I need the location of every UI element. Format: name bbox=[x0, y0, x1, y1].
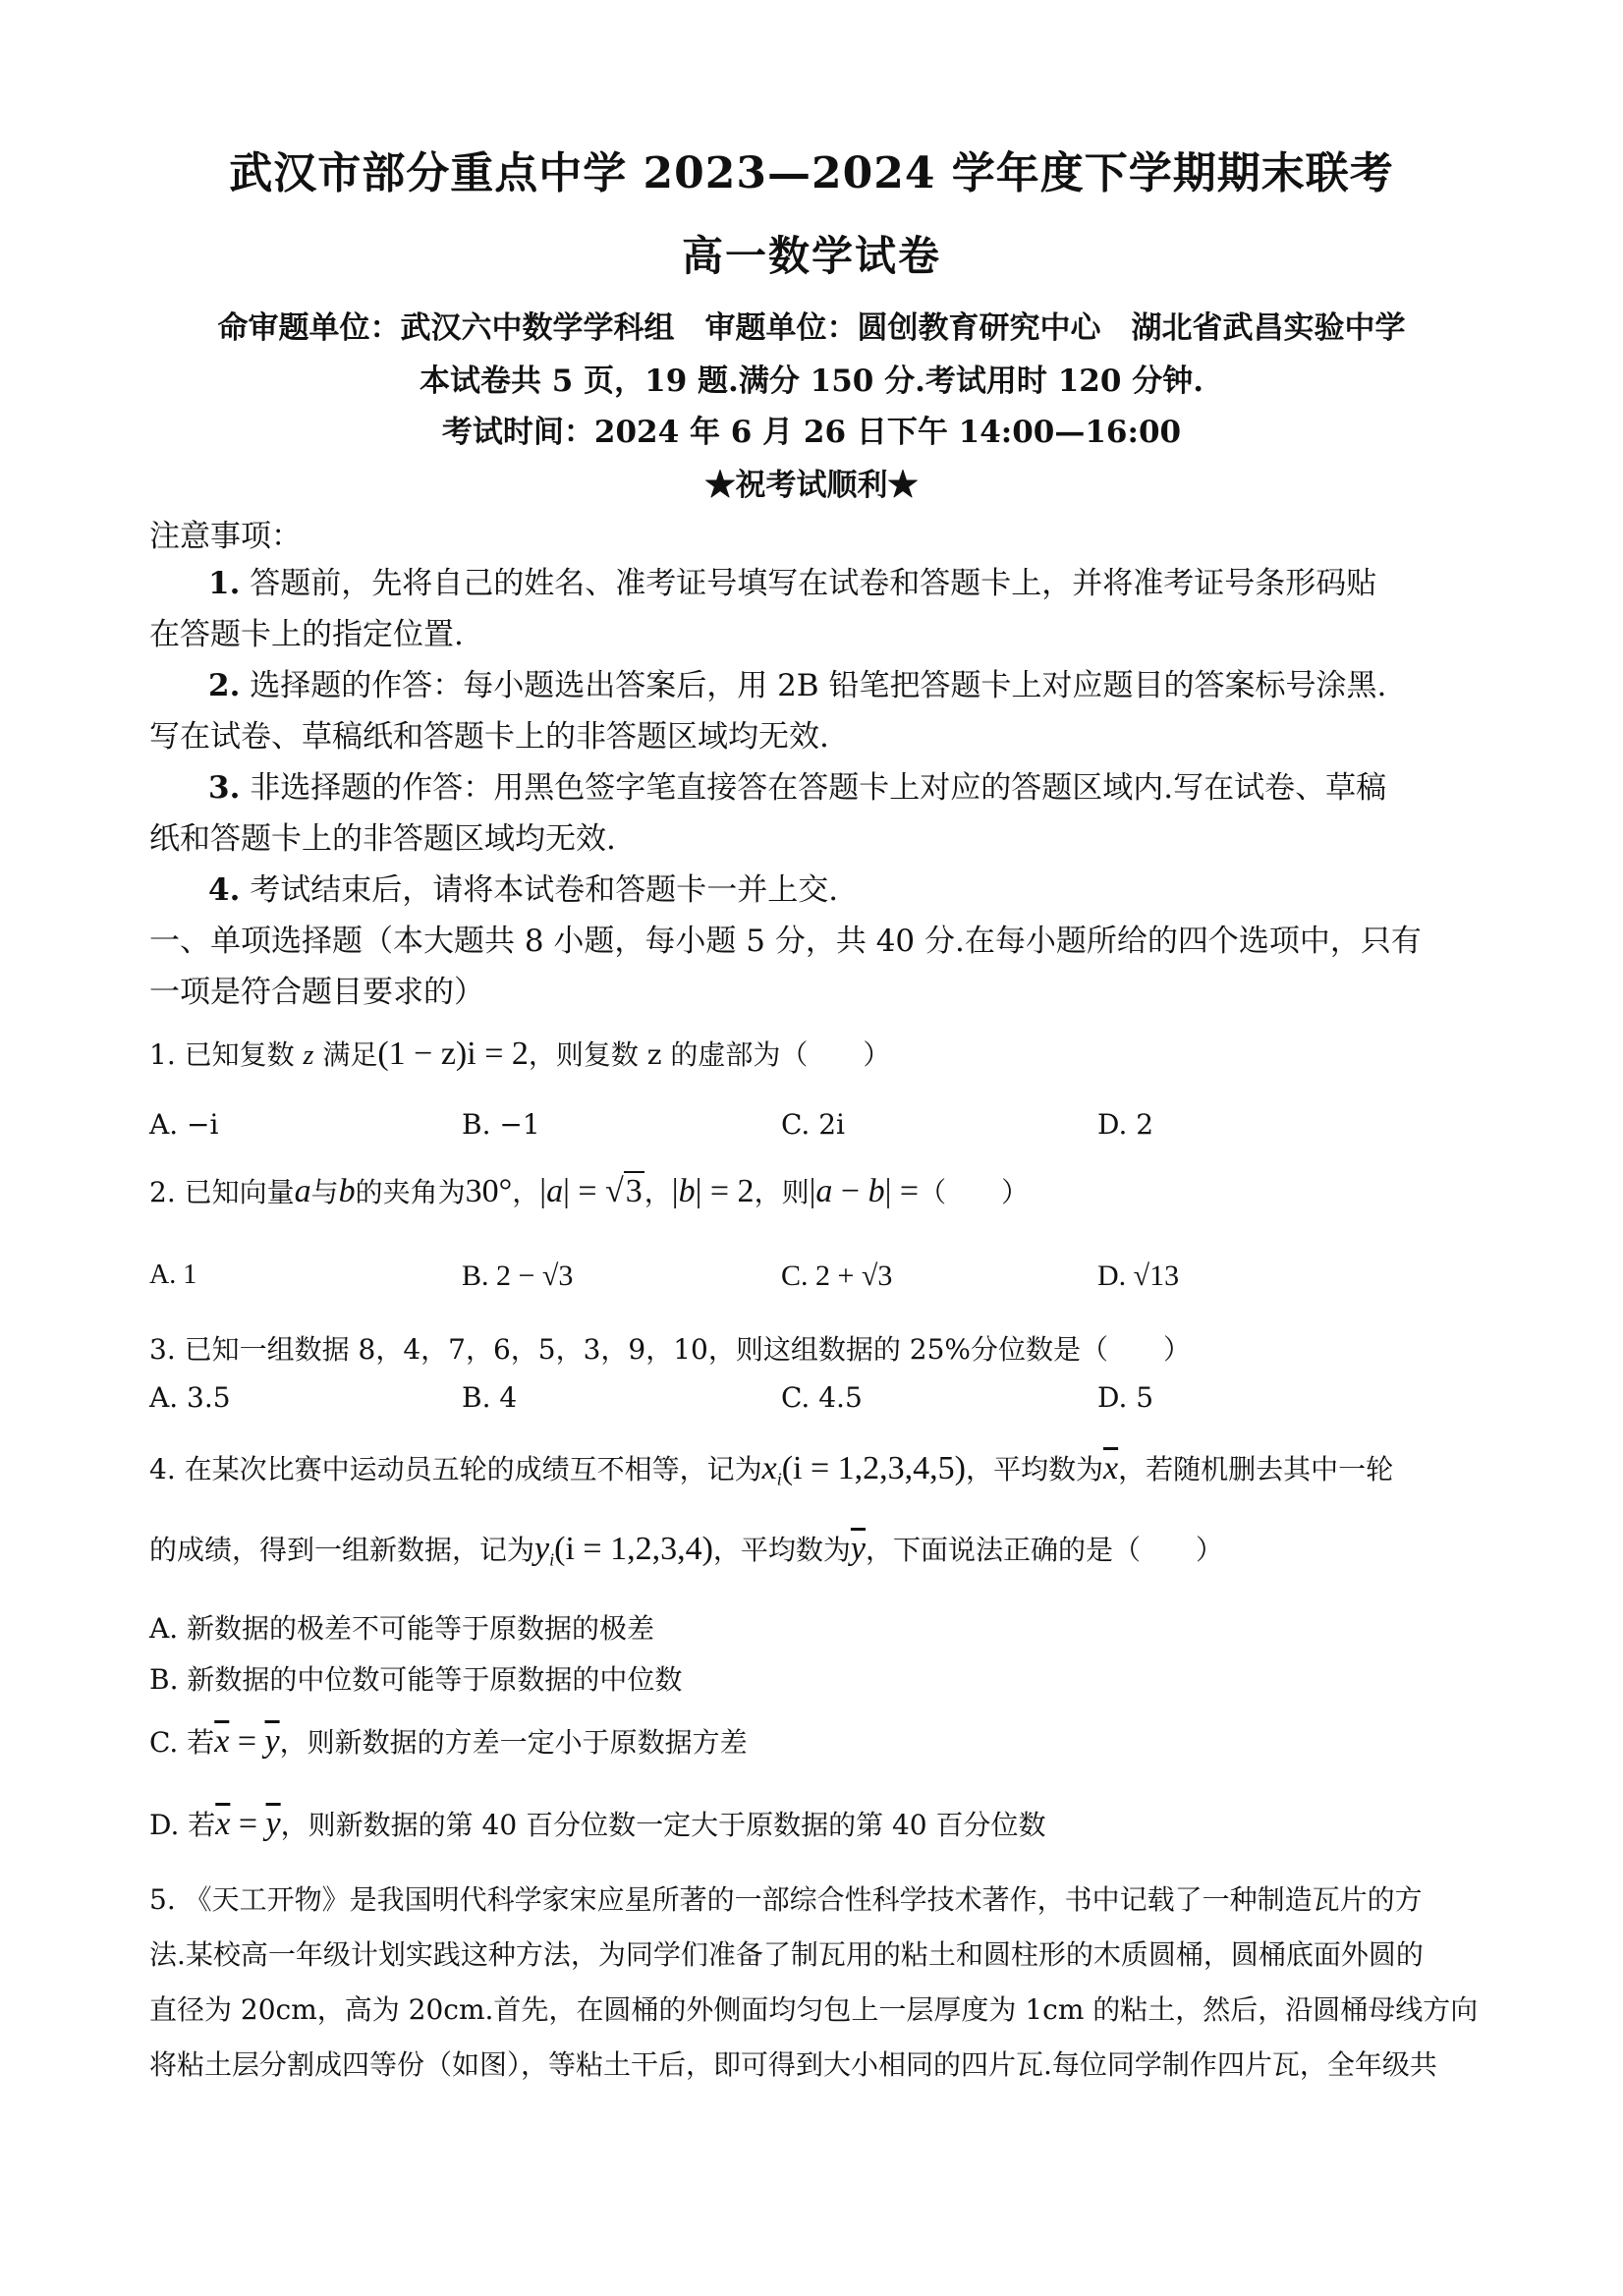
exam-summary: 本试卷共 5 页，19 题.满分 150 分.考试用时 120 分钟. bbox=[419, 364, 1204, 399]
q4-line2-post: ，下面说法正确的是（ ） bbox=[866, 1534, 1224, 1566]
note-1-line2: 在答题卡上的指定位置. bbox=[149, 617, 464, 652]
q3-option-b: B. 4 bbox=[462, 1381, 518, 1414]
q4-option-c: C. 若$\overline{x} = \overline{y}$，则新数据的方差一定小于原数据方差 bbox=[149, 1723, 748, 1760]
q1-option-a: A. −i bbox=[149, 1108, 219, 1141]
note-4-num: 4. bbox=[208, 872, 241, 908]
q4-option-a: A. 新数据的极差不可能等于原数据的极差 bbox=[149, 1612, 655, 1645]
section1-line1: 一、单项选择题（本大题共 8 小题，每小题 5 分，共 40 分.在每小题所给的四个选项中，只有 bbox=[149, 924, 1422, 959]
note-4-text: 考试结束后，请将本试卷和答题卡一并上交. bbox=[250, 872, 839, 908]
note-3-num: 3. bbox=[208, 770, 241, 806]
q4-line2-mid: ，平均数为 bbox=[712, 1534, 851, 1566]
q4-line2: 的成绩，得到一组新数据，记为$y_i(i = 1,2,3,4)$，平均数为$\overline{y}$，下面说法正确的是（ ） bbox=[149, 1531, 1224, 1570]
q4-option-d-pre: D. 若 bbox=[149, 1809, 216, 1841]
q4-option-b: B. 新数据的中位数可能等于原数据的中位数 bbox=[149, 1663, 683, 1696]
q2-option-a: A. 1 bbox=[149, 1260, 197, 1290]
section1-line2: 一项是符合题目要求的） bbox=[149, 975, 484, 1010]
q1-expr: (1 − z)i = 2 bbox=[377, 1036, 529, 1072]
q2-post: （ ） bbox=[919, 1176, 1030, 1208]
q4-line2-pre: 的成绩，得到一组新数据，记为 bbox=[149, 1534, 535, 1566]
note-3-line2: 纸和答题卡上的非答题区域均无效. bbox=[149, 821, 616, 857]
q4-option-c-post: ，则新数据的方差一定小于原数据方差 bbox=[279, 1726, 748, 1759]
q2-option-b: B. 2 − √3 bbox=[462, 1260, 574, 1292]
note-2-text: 选择题的作答：每小题选出答案后，用 2B 铅笔把答题卡上对应题目的答案标号涂黑. bbox=[250, 668, 1387, 703]
note-4-line1 bbox=[208, 865, 1544, 909]
note-1-num: 1. bbox=[208, 566, 241, 601]
q5-line3: 直径为 20cm，高为 20cm.首先，在圆桶的外侧面均匀包上一层厚度为 1cm 的粘土，然后，沿圆桶母线方向 bbox=[149, 1993, 1479, 2026]
exam-units: 命审题单位：武汉六中数学学科组 审题单位：圆创教育研究中心 湖北省武昌实验中学 bbox=[217, 310, 1406, 346]
q2-option-c: C. 2 + √3 bbox=[781, 1260, 893, 1292]
exam-title: 武汉市部分重点中学 2023—2024 学年度下学期期末联考 bbox=[229, 148, 1394, 198]
note-2-line1 bbox=[208, 660, 1544, 704]
q1-option-c: C. 2i bbox=[781, 1108, 845, 1141]
note-1-text: 答题前，先将自己的姓名、准考证号填写在试卷和答题卡上，并将准考证号条形码贴 bbox=[250, 566, 1377, 601]
note-2-num: 2. bbox=[208, 668, 241, 703]
q4-option-c-pre: C. 若 bbox=[149, 1726, 215, 1759]
q2-option-d: D. √13 bbox=[1097, 1260, 1180, 1292]
q1-post: ，则复数 z 的虚部为（ ） bbox=[528, 1038, 891, 1071]
note-2-line2: 写在试卷、草稿纸和答题卡上的非答题区域均无效. bbox=[149, 719, 829, 755]
exam-time: 考试时间：2024 年 6 月 26 日下午 14:00—16:00 bbox=[441, 415, 1182, 450]
note-1-line1 bbox=[208, 558, 1544, 602]
q5-line4: 将粘土层分割成四等份（如图），等粘土干后，即可得到大小相同的四片瓦.每位同学制作四片瓦，全年级共 bbox=[149, 2048, 1437, 2081]
q4-option-d: D. 若$\overline{x} = \overline{y}$，则新数据的第 40 百分位数一定大于原数据的第 40 百分位数 bbox=[149, 1806, 1046, 1842]
notes-heading: 注意事项： bbox=[149, 519, 302, 554]
q1-option-d: D. 2 bbox=[1097, 1108, 1154, 1141]
q4-line2-expr: (i = 1,2,3,4) bbox=[554, 1531, 713, 1567]
q1-mid: 满足 bbox=[313, 1038, 378, 1071]
q4-line1-mid: ，平均数为 bbox=[966, 1453, 1104, 1485]
q3-stem: 3. 已知一组数据 8，4，7，6，5，3，9，10，则这组数据的 25%分位数是（ ） bbox=[149, 1333, 1191, 1366]
note-3-text: 非选择题的作答：用黑色签字笔直接答在答题卡上对应的答题区域内.写在试卷、草稿 bbox=[250, 770, 1387, 806]
exam-wish: ★祝考试顺利★ bbox=[704, 468, 919, 503]
q1-pre: 1. 已知复数 bbox=[149, 1038, 304, 1071]
q5-line1: 5. 《天工开物》是我国明代科学家宋应星所著的一部综合性科学技术著作，书中记载了一种制造瓦片的方 bbox=[149, 1883, 1423, 1916]
q3-option-a: A. 3.5 bbox=[149, 1381, 231, 1414]
q4-line1-post: ，若随机删去其中一轮 bbox=[1118, 1453, 1394, 1485]
q4-line1-pre: 4. 在某次比赛中运动员五轮的成绩互不相等，记为 bbox=[149, 1453, 762, 1485]
q1-stem: 1. 已知复数 z 满足(1 − z)i = 2，则复数 z 的虚部为（ ） bbox=[149, 1036, 891, 1072]
q1-option-b: B. −1 bbox=[462, 1108, 540, 1141]
q4-line1: 4. 在某次比赛中运动员五轮的成绩互不相等，记为$x_i(i = 1,2,3,4,5)$，平均数为$\overline{x}$，若随机删去其中一轮 bbox=[149, 1450, 1394, 1489]
q4-option-d-post: ，则新数据的第 40 百分位数一定大于原数据的第 40 百分位数 bbox=[280, 1809, 1046, 1841]
q2-stem: 2. 已知向量a与b的夹角为30°，|a| = √3，|b| = 2，则|a − b| =（ ） bbox=[149, 1173, 1030, 1209]
q5-line2: 法.某校高一年级计划实践这种方法，为同学们准备了制瓦用的粘土和圆柱形的木质圆桶，圆桶底面外圆的 bbox=[149, 1938, 1424, 1971]
exam-subtitle: 高一数学试卷 bbox=[681, 232, 941, 280]
q3-option-c: C. 4.5 bbox=[781, 1381, 863, 1414]
q4-line1-expr: (i = 1,2,3,4,5) bbox=[781, 1450, 966, 1486]
note-3-line1 bbox=[208, 762, 1544, 807]
q3-option-d: D. 5 bbox=[1097, 1381, 1154, 1414]
q2-pre: 2. 已知向量 bbox=[149, 1176, 295, 1208]
